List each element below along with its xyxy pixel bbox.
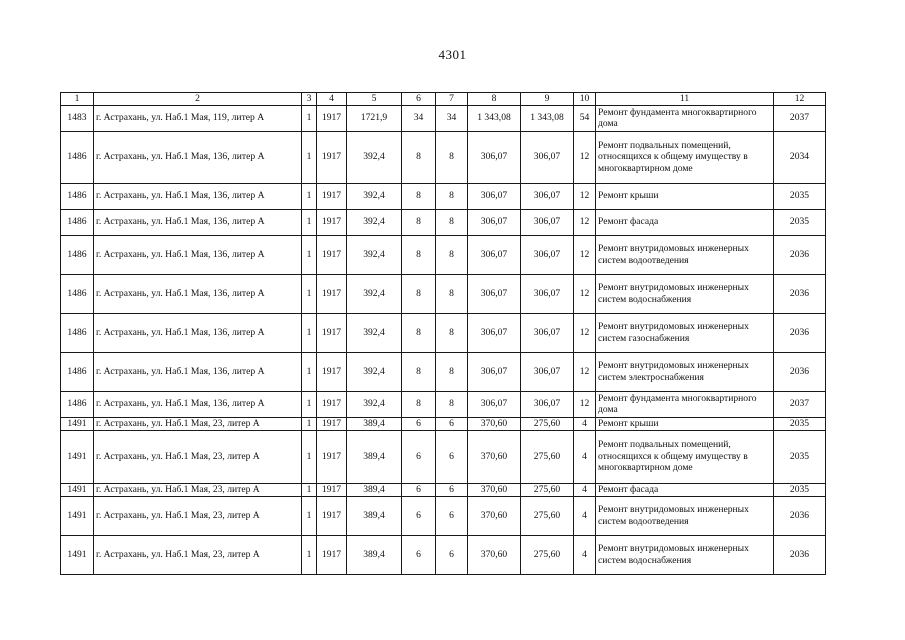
cell-c10: 12	[574, 274, 596, 313]
cell-c9: 275,60	[521, 496, 574, 535]
cell-c1: 1491	[61, 483, 94, 496]
cell-c1: 1483	[61, 105, 94, 131]
cell-c11: Ремонт внутридомовых инженерных систем водоснабжения	[596, 274, 774, 313]
cell-c2: г. Астрахань, ул. Наб.1 Мая, 136, литер А	[94, 274, 302, 313]
cell-c1: 1486	[61, 391, 94, 417]
cell-c8: 306,07	[468, 391, 521, 417]
cell-c8: 306,07	[468, 352, 521, 391]
cell-c8: 306,07	[468, 131, 521, 183]
cell-c1: 1486	[61, 352, 94, 391]
cell-c2: г. Астрахань, ул. Наб.1 Мая, 136, литер А	[94, 131, 302, 183]
header-cell: 11	[596, 93, 774, 106]
cell-c10: 4	[574, 417, 596, 430]
cell-c5: 389,4	[347, 496, 402, 535]
cell-c2: г. Астрахань, ул. Наб.1 Мая, 23, литер А	[94, 535, 302, 574]
cell-c8: 306,07	[468, 313, 521, 352]
cell-c6: 6	[402, 417, 436, 430]
cell-c5: 389,4	[347, 483, 402, 496]
cell-c1: 1486	[61, 131, 94, 183]
header-cell: 8	[468, 93, 521, 106]
cell-c5: 1721,9	[347, 105, 402, 131]
header-cell: 10	[574, 93, 596, 106]
cell-c12: 2036	[774, 235, 826, 274]
cell-c9: 306,07	[521, 131, 574, 183]
cell-c2: г. Астрахань, ул. Наб.1 Мая, 23, литер А	[94, 496, 302, 535]
cell-c3: 1	[302, 430, 317, 483]
repair-schedule-table	[60, 92, 826, 575]
cell-c4: 1917	[317, 417, 347, 430]
cell-c7: 6	[436, 483, 468, 496]
cell-c1: 1486	[61, 274, 94, 313]
cell-c12: 2037	[774, 105, 826, 131]
cell-c11: Ремонт фундамента многоквартирного дома	[596, 391, 774, 417]
header-cell: 5	[347, 93, 402, 106]
table-row	[61, 430, 826, 483]
cell-c4: 1917	[317, 274, 347, 313]
cell-c7: 6	[436, 496, 468, 535]
cell-c6: 8	[402, 274, 436, 313]
cell-c4: 1917	[317, 183, 347, 209]
cell-c5: 392,4	[347, 391, 402, 417]
cell-c3: 1	[302, 313, 317, 352]
cell-c7: 8	[436, 131, 468, 183]
cell-c5: 392,4	[347, 235, 402, 274]
cell-c12: 2037	[774, 391, 826, 417]
header-cell: 4	[317, 93, 347, 106]
cell-c3: 1	[302, 274, 317, 313]
cell-c1: 1491	[61, 535, 94, 574]
table-row	[61, 105, 826, 131]
cell-c11: Ремонт фундамента многоквартирного дома	[596, 105, 774, 131]
cell-c2: г. Астрахань, ул. Наб.1 Мая, 136, литер А	[94, 235, 302, 274]
cell-c12: 2035	[774, 183, 826, 209]
cell-c7: 8	[436, 391, 468, 417]
cell-c5: 389,4	[347, 417, 402, 430]
cell-c7: 6	[436, 417, 468, 430]
header-cell: 12	[774, 93, 826, 106]
cell-c7: 8	[436, 183, 468, 209]
table-row	[61, 209, 826, 235]
cell-c6: 8	[402, 183, 436, 209]
cell-c10: 12	[574, 391, 596, 417]
cell-c10: 4	[574, 483, 596, 496]
cell-c10: 12	[574, 131, 596, 183]
cell-c1: 1486	[61, 183, 94, 209]
cell-c8: 306,07	[468, 209, 521, 235]
cell-c12: 2035	[774, 209, 826, 235]
cell-c10: 12	[574, 183, 596, 209]
cell-c6: 34	[402, 105, 436, 131]
cell-c2: г. Астрахань, ул. Наб.1 Мая, 136, литер А	[94, 391, 302, 417]
cell-c9: 306,07	[521, 209, 574, 235]
table-row	[61, 417, 826, 430]
cell-c2: г. Астрахань, ул. Наб.1 Мая, 23, литер А	[94, 430, 302, 483]
cell-c4: 1917	[317, 352, 347, 391]
table-row	[61, 183, 826, 209]
cell-c12: 2035	[774, 417, 826, 430]
cell-c3: 1	[302, 105, 317, 131]
cell-c7: 8	[436, 352, 468, 391]
cell-c3: 1	[302, 352, 317, 391]
cell-c7: 8	[436, 274, 468, 313]
cell-c10: 12	[574, 235, 596, 274]
header-row	[61, 93, 826, 106]
cell-c9: 1 343,08	[521, 105, 574, 131]
cell-c5: 392,4	[347, 183, 402, 209]
cell-c2: г. Астрахань, ул. Наб.1 Мая, 136, литер А	[94, 183, 302, 209]
cell-c11: Ремонт крыши	[596, 417, 774, 430]
cell-c12: 2036	[774, 274, 826, 313]
cell-c10: 4	[574, 430, 596, 483]
cell-c6: 8	[402, 235, 436, 274]
cell-c8: 370,60	[468, 483, 521, 496]
cell-c8: 370,60	[468, 430, 521, 483]
cell-c7: 8	[436, 313, 468, 352]
header-cell: 6	[402, 93, 436, 106]
cell-c8: 1 343,08	[468, 105, 521, 131]
cell-c9: 306,07	[521, 274, 574, 313]
header-cell: 9	[521, 93, 574, 106]
cell-c11: Ремонт внутридомовых инженерных систем водоснабжения	[596, 535, 774, 574]
table-row	[61, 496, 826, 535]
cell-c10: 12	[574, 313, 596, 352]
cell-c5: 392,4	[347, 274, 402, 313]
cell-c8: 306,07	[468, 235, 521, 274]
cell-c4: 1917	[317, 131, 347, 183]
cell-c6: 6	[402, 496, 436, 535]
cell-c11: Ремонт внутридомовых инженерных систем водоотведения	[596, 496, 774, 535]
cell-c5: 392,4	[347, 131, 402, 183]
cell-c3: 1	[302, 131, 317, 183]
cell-c1: 1491	[61, 430, 94, 483]
cell-c2: г. Астрахань, ул. Наб.1 Мая, 136, литер А	[94, 313, 302, 352]
cell-c12: 2036	[774, 313, 826, 352]
cell-c9: 306,07	[521, 352, 574, 391]
cell-c3: 1	[302, 496, 317, 535]
cell-c1: 1486	[61, 313, 94, 352]
cell-c1: 1491	[61, 496, 94, 535]
table-row	[61, 313, 826, 352]
cell-c7: 6	[436, 535, 468, 574]
cell-c1: 1491	[61, 417, 94, 430]
cell-c3: 1	[302, 183, 317, 209]
cell-c6: 6	[402, 430, 436, 483]
cell-c11: Ремонт фасада	[596, 483, 774, 496]
cell-c2: г. Астрахань, ул. Наб.1 Мая, 23, литер А	[94, 417, 302, 430]
cell-c9: 275,60	[521, 535, 574, 574]
cell-c2: г. Астрахань, ул. Наб.1 Мая, 23, литер А	[94, 483, 302, 496]
cell-c4: 1917	[317, 313, 347, 352]
cell-c6: 8	[402, 352, 436, 391]
cell-c12: 2034	[774, 131, 826, 183]
header-cell: 3	[302, 93, 317, 106]
cell-c6: 8	[402, 391, 436, 417]
cell-c10: 4	[574, 496, 596, 535]
cell-c2: г. Астрахань, ул. Наб.1 Мая, 119, литер А	[94, 105, 302, 131]
cell-c12: 2035	[774, 430, 826, 483]
cell-c3: 1	[302, 209, 317, 235]
cell-c5: 389,4	[347, 430, 402, 483]
cell-c6: 8	[402, 131, 436, 183]
cell-c8: 306,07	[468, 183, 521, 209]
cell-c12: 2036	[774, 535, 826, 574]
cell-c11: Ремонт фасада	[596, 209, 774, 235]
cell-c9: 306,07	[521, 235, 574, 274]
cell-c4: 1917	[317, 235, 347, 274]
cell-c1: 1486	[61, 209, 94, 235]
cell-c7: 8	[436, 235, 468, 274]
cell-c3: 1	[302, 483, 317, 496]
table-row	[61, 274, 826, 313]
cell-c9: 306,07	[521, 391, 574, 417]
cell-c9: 306,07	[521, 183, 574, 209]
cell-c10: 12	[574, 352, 596, 391]
cell-c7: 8	[436, 209, 468, 235]
cell-c11: Ремонт внутридомовых инженерных систем электроснабжения	[596, 352, 774, 391]
cell-c2: г. Астрахань, ул. Наб.1 Мая, 136, литер А	[94, 352, 302, 391]
cell-c12: 2035	[774, 483, 826, 496]
header-cell: 1	[61, 93, 94, 106]
cell-c8: 306,07	[468, 274, 521, 313]
table-row	[61, 483, 826, 496]
cell-c3: 1	[302, 535, 317, 574]
cell-c8: 370,60	[468, 535, 521, 574]
cell-c5: 392,4	[347, 209, 402, 235]
cell-c5: 389,4	[347, 535, 402, 574]
cell-c4: 1917	[317, 535, 347, 574]
cell-c11: Ремонт подвальных помещений, относящихся к общему имуществу в многоквартирном доме	[596, 430, 774, 483]
cell-c3: 1	[302, 235, 317, 274]
cell-c3: 1	[302, 417, 317, 430]
cell-c11: Ремонт крыши	[596, 183, 774, 209]
cell-c9: 275,60	[521, 430, 574, 483]
cell-c9: 275,60	[521, 483, 574, 496]
table-row	[61, 352, 826, 391]
cell-c4: 1917	[317, 391, 347, 417]
cell-c2: г. Астрахань, ул. Наб.1 Мая, 136, литер А	[94, 209, 302, 235]
cell-c10: 4	[574, 535, 596, 574]
cell-c9: 275,60	[521, 417, 574, 430]
cell-c6: 6	[402, 535, 436, 574]
cell-c6: 8	[402, 313, 436, 352]
cell-c8: 370,60	[468, 417, 521, 430]
cell-c7: 34	[436, 105, 468, 131]
table-row	[61, 535, 826, 574]
table-row	[61, 235, 826, 274]
cell-c9: 306,07	[521, 313, 574, 352]
table-row	[61, 131, 826, 183]
cell-c3: 1	[302, 391, 317, 417]
cell-c1: 1486	[61, 235, 94, 274]
cell-c11: Ремонт подвальных помещений, относящихся к общему имуществу в многоквартирном доме	[596, 131, 774, 183]
cell-c11: Ремонт внутридомовых инженерных систем газоснабжения	[596, 313, 774, 352]
cell-c5: 392,4	[347, 313, 402, 352]
cell-c4: 1917	[317, 430, 347, 483]
cell-c6: 6	[402, 483, 436, 496]
cell-c4: 1917	[317, 483, 347, 496]
cell-c4: 1917	[317, 105, 347, 131]
cell-c12: 2036	[774, 352, 826, 391]
cell-c4: 1917	[317, 496, 347, 535]
cell-c6: 8	[402, 209, 436, 235]
cell-c7: 6	[436, 430, 468, 483]
table-row	[61, 391, 826, 417]
header-cell: 7	[436, 93, 468, 106]
cell-c11: Ремонт внутридомовых инженерных систем водоотведения	[596, 235, 774, 274]
cell-c4: 1917	[317, 209, 347, 235]
cell-c12: 2036	[774, 496, 826, 535]
page-number: 4301	[438, 47, 467, 62]
cell-c10: 12	[574, 209, 596, 235]
cell-c5: 392,4	[347, 352, 402, 391]
cell-c8: 370,60	[468, 496, 521, 535]
header-cell: 2	[94, 93, 302, 106]
cell-c10: 54	[574, 105, 596, 131]
